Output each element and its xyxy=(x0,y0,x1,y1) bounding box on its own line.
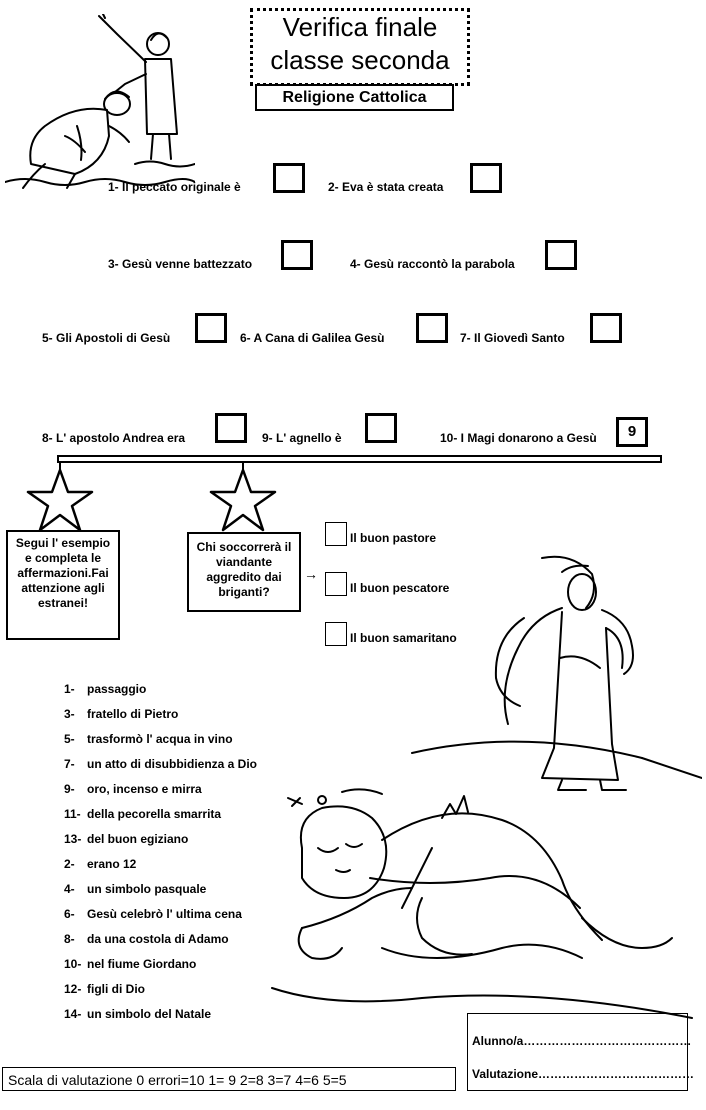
answer-item: 13- del buon egiziano xyxy=(64,832,189,846)
option-label-pastore: Il buon pastore xyxy=(350,531,437,545)
answer-item: 4- un simbolo pasquale xyxy=(64,882,207,896)
answer-item: 2- erano 12 xyxy=(64,857,137,871)
question-6-label: 6- A Cana di Galilea Gesù xyxy=(240,331,385,345)
question-9-answer-box[interactable] xyxy=(365,413,397,443)
question-4-label: 4- Gesù raccontò la parabola xyxy=(350,257,515,271)
answer-item: 12- figli di Dio xyxy=(64,982,145,996)
question-2-answer-box[interactable] xyxy=(470,163,502,193)
student-info-box xyxy=(467,1013,695,1091)
question-6-answer-box[interactable] xyxy=(416,313,448,343)
left-star-icon xyxy=(24,462,96,534)
instruction-note: Segui l' esempio e completa le affermazioni.Fai attenzione agli estranei! xyxy=(6,530,120,640)
answer-item: 1- passaggio xyxy=(64,682,147,696)
option-checkbox-pastore[interactable] xyxy=(325,522,347,546)
option-label-samaritano: Il buon samaritano xyxy=(350,631,457,645)
question-7-answer-box[interactable] xyxy=(590,313,622,343)
answer-item: 3- fratello di Pietro xyxy=(64,707,179,721)
option-label-pescatore: Il buon pescatore xyxy=(350,581,450,595)
answer-item: 6- Gesù celebrò l' ultima cena xyxy=(64,907,242,921)
question-8-label: 8- L' apostolo Andrea era xyxy=(42,431,186,445)
answer-item: 7- un atto di disubbidienza a Dio xyxy=(64,757,257,771)
student-grade-field[interactable]: Valutazione………………………………… xyxy=(472,1067,695,1081)
question-10-answer-box[interactable]: 9 xyxy=(616,417,648,447)
answer-item: 5- trasformò l' acqua in vino xyxy=(64,732,233,746)
answer-item: 9- oro, incenso e mirra xyxy=(64,782,202,796)
title-box xyxy=(250,8,470,86)
answer-item: 10- nel fiume Giordano xyxy=(64,957,197,971)
question-9-label: 9- L' agnello è xyxy=(262,431,342,445)
question-8-answer-box[interactable] xyxy=(215,413,247,443)
question-5-answer-box[interactable] xyxy=(195,313,227,343)
question-2-label: 2- Eva è stata creata xyxy=(328,180,444,194)
riddle-question: Chi soccorrerà il viandante aggredito dai briganti? xyxy=(187,532,301,612)
question-7-label: 7- Il Giovedì Santo xyxy=(460,331,565,345)
answer-item: 8- da una costola di Adamo xyxy=(64,932,229,946)
right-star-icon xyxy=(207,462,279,534)
grading-scale: Scala di valutazione 0 errori=10 1= 9 2=8 3=7 4=6 5=5 xyxy=(2,1067,456,1091)
title-line-2: classe seconda xyxy=(270,45,450,75)
baptism-illustration xyxy=(5,14,195,190)
question-1-label: 1- Il peccato originale è xyxy=(108,180,241,194)
student-name-field[interactable]: Alunno/a…………………………………… xyxy=(472,1034,692,1048)
question-4-answer-box[interactable] xyxy=(545,240,577,270)
divider-bar xyxy=(57,455,662,463)
answer-item: 14- un simbolo del Natale xyxy=(64,1007,212,1021)
answer-item: 11- della pecorella smarrita xyxy=(64,807,222,821)
question-5-label: 5- Gli Apostoli di Gesù xyxy=(42,331,171,345)
question-3-answer-box[interactable] xyxy=(281,240,313,270)
subtitle: Religione Cattolica xyxy=(255,84,454,111)
arrow-icon: → xyxy=(304,566,318,582)
question-10-label: 10- I Magi donarono a Gesù xyxy=(440,431,597,445)
samaritan-illustration xyxy=(262,548,702,1028)
question-3-label: 3- Gesù venne battezzato xyxy=(108,257,253,271)
title-line-1: Verifica finale xyxy=(282,12,438,42)
question-1-answer-box[interactable] xyxy=(273,163,305,193)
